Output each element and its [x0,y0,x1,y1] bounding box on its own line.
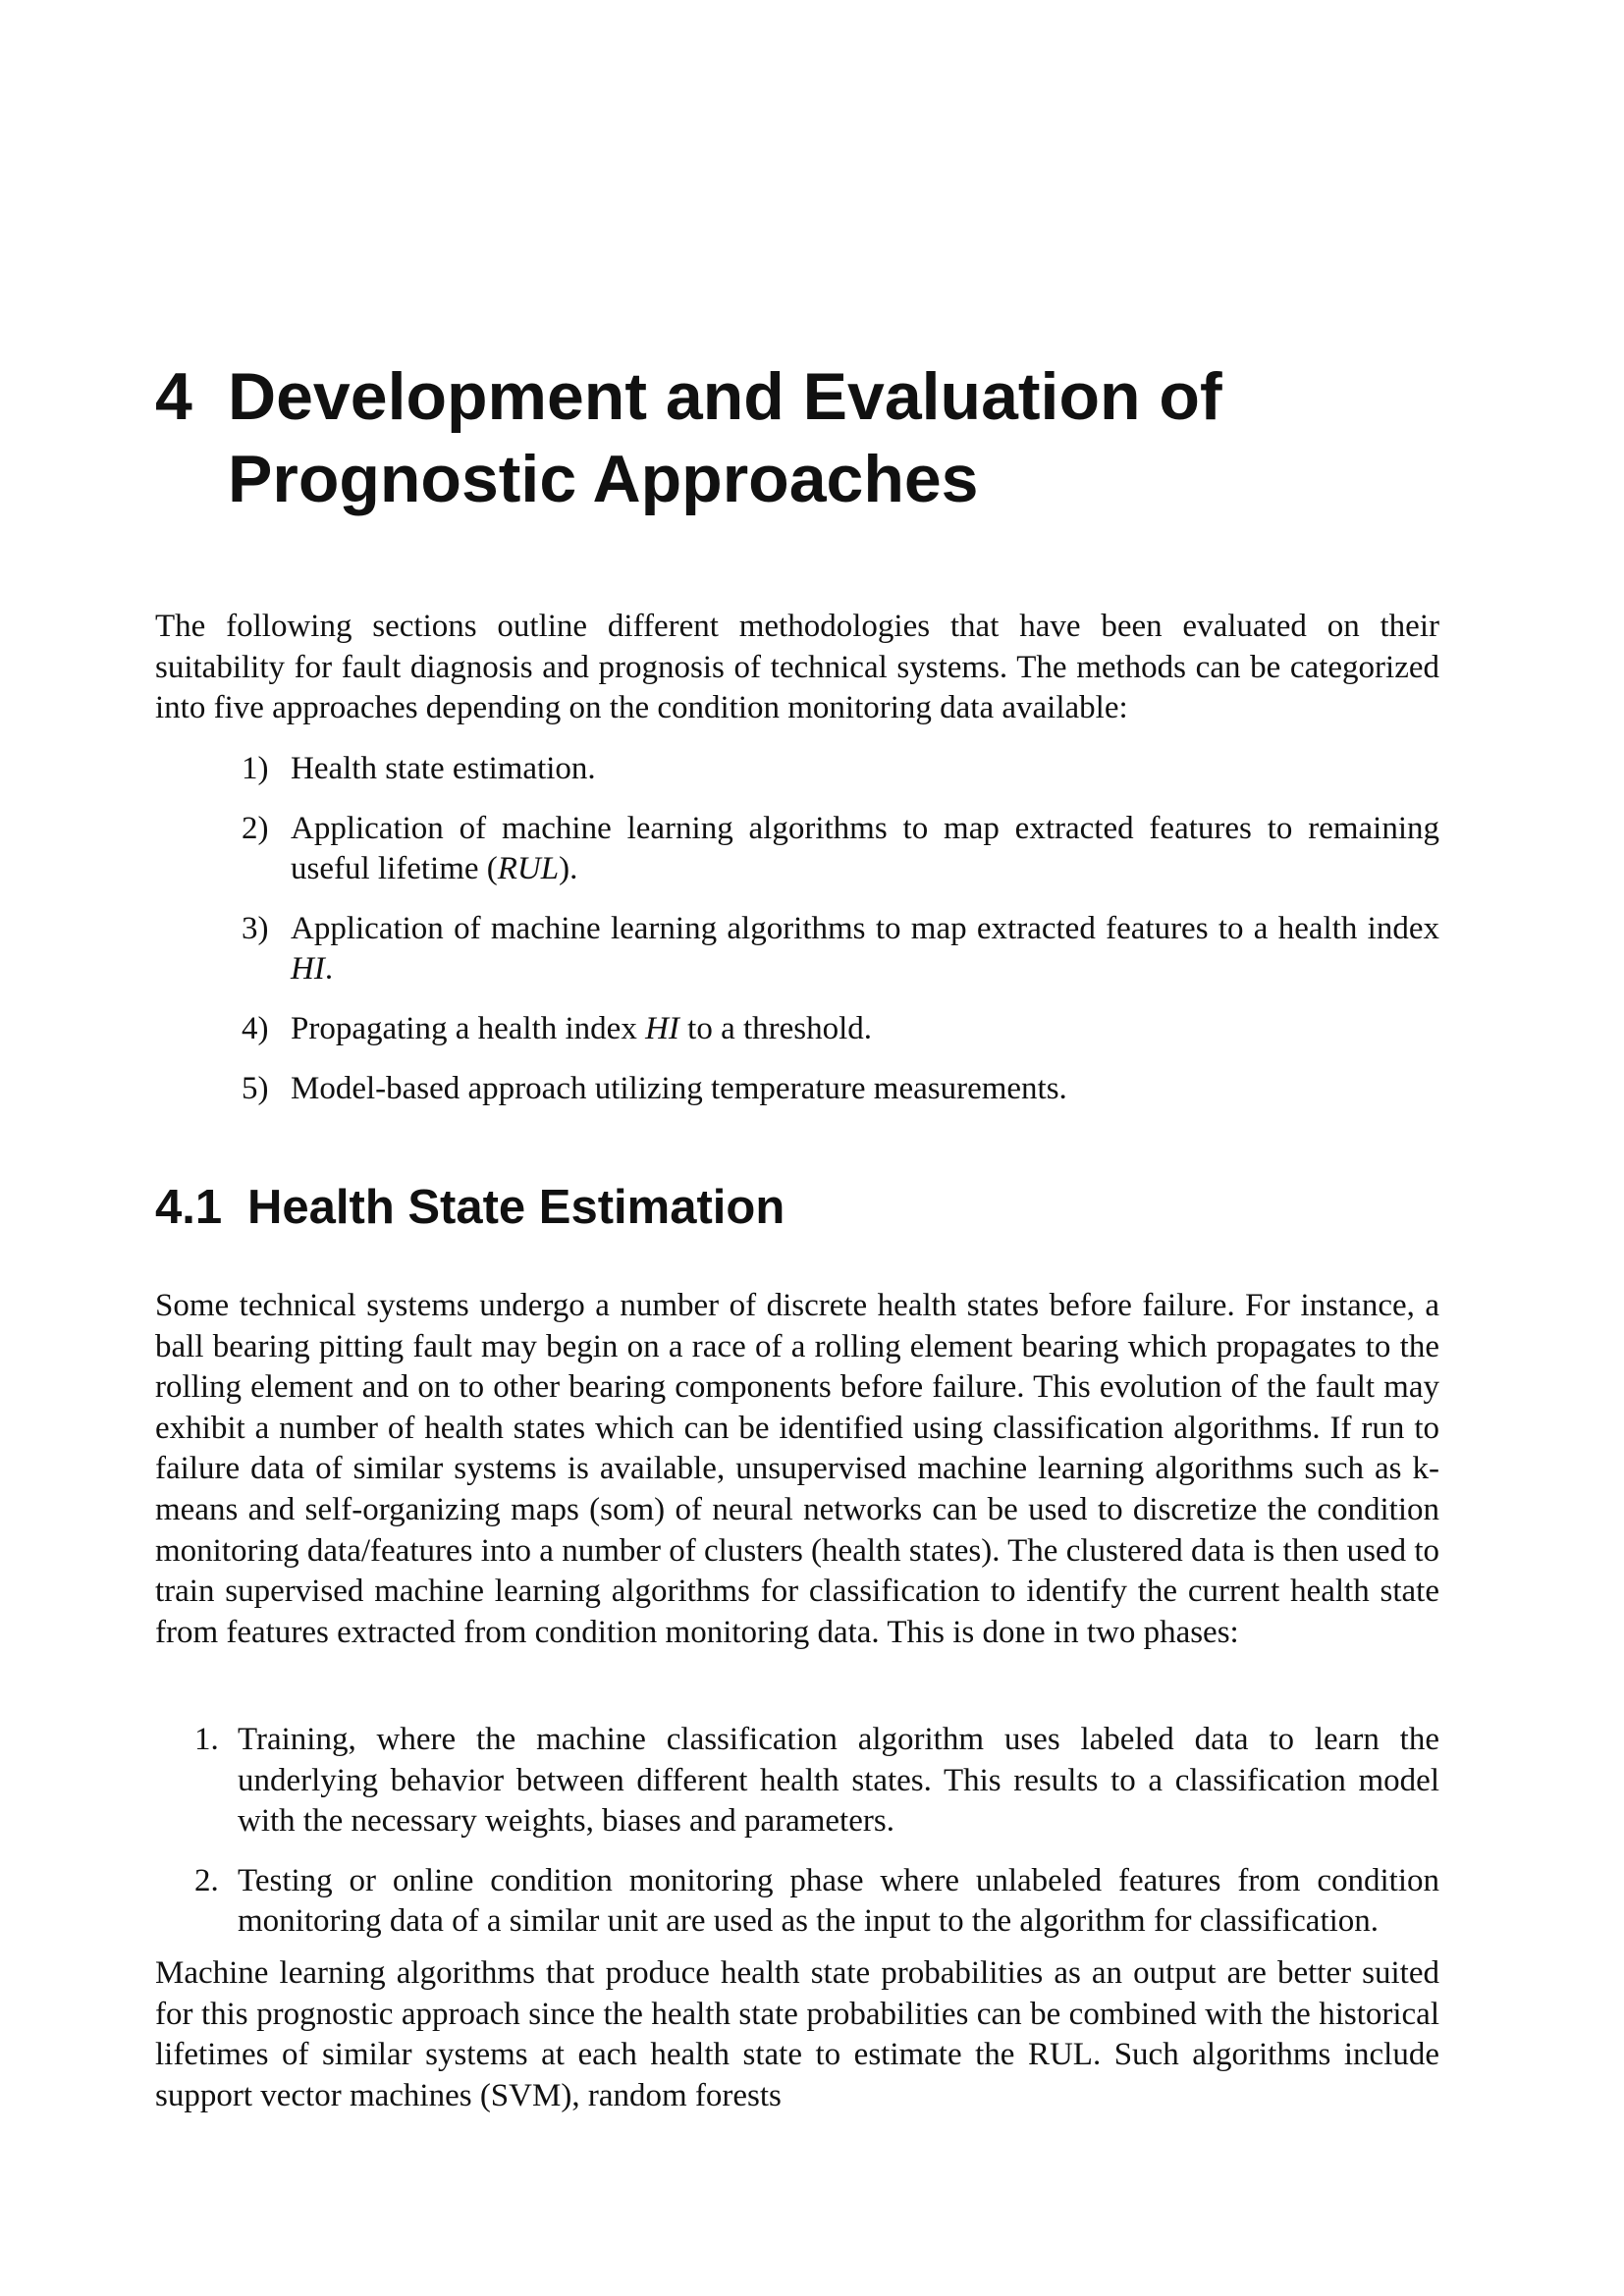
section-paragraph: Some technical systems undergo a number of discrete health states before failure. For instance, a ball bearing pitting fault may begin on a race of a rolling element bearing which propagates to the rolling element and on to other bearing components before failure. This evolution of the fault may exhibit a number of health states which can be identified using classification algorithms. If run to failure data of similar systems is available, unsupervised machine learning algorithms such as k-means and self-organizing maps (som) of neural networks can be used to discretize the condition monitoring data/features into a number of clusters (health states). The clustered data is then used to train supervised machine learning algorithms for classification to identify the current health state from features extracted from condition monitoring data. This is done in two phases: [155,1288,1439,1650]
list-item [155,749,1439,790]
list-marker: 5) [242,1070,269,1106]
intro-paragraph-block [155,607,1439,729]
intro-paragraph: The following sections outline different methodologies that have been evaluated on their suitability for fault diagnosis and prognosis of technical systems. The methods can be categorized into five approaches depending on the condition monitoring data available: [155,609,1439,726]
chapter-title: Development and Evaluation of Prognostic Approaches [228,359,1222,516]
list-item-text: Testing or online condition monitoring phase where unlabeled features from condition monitoring data of a similar unit are used as the input to the algorithm for classification. [238,1862,1439,1940]
list-marker: 3) [242,910,269,946]
math-symbol: RUL [497,851,560,887]
list-item-text: Health state estimation. [291,751,596,786]
list-item-text: Model-based approach utilizing temperature measurements. [291,1070,1067,1106]
list-marker: 4) [242,1010,269,1046]
list-item-text-tail: . [324,951,334,988]
closing-paragraph: Machine learning algorithms that produce health state probabilities as an output are better suited for this prognostic approach since the health state probabilities can be combined with the historical lifetimes of similar systems at each health state to estimate the RUL. Such algorithms include support vector machines (SVM), random forests [155,1955,1439,2113]
list-marker: 2. [194,1862,219,1898]
section-number: 4.1 [155,1181,223,1234]
chapter-number: 4 [155,359,192,434]
list-item [155,1009,1439,1050]
list-marker: 1) [242,751,269,786]
chapter-heading [155,355,1439,520]
list-marker: 1. [194,1722,219,1757]
math-symbol: HI [291,951,325,988]
approaches-list [155,749,1439,1128]
list-item [155,1861,1439,1943]
list-item-text: Application of machine learning algorithms to map extracted features to remaining useful lifetime ( [291,810,1439,887]
list-item [155,1720,1439,1842]
list-item-text-tail: to a threshold. [678,1010,873,1046]
closing-paragraph-block [155,1953,1439,2116]
list-item [155,809,1439,890]
list-item [155,909,1439,990]
math-symbol: HI [645,1010,679,1046]
phases-list [155,1720,1439,1961]
list-item-text-tail: ). [559,851,578,887]
list-item-text: Application of machine learning algorithms to map extracted features to a health index [291,910,1439,946]
section-title: Health State Estimation [247,1181,785,1234]
list-item [155,1069,1439,1110]
section-heading [155,1178,1439,1237]
list-item-text: Training, where the machine classification algorithm uses labeled data to learn the underlying behavior between different health states. This results to a classification model with the necessary weights, biases and parameters. [238,1722,1439,1840]
section-paragraph-block [155,1286,1439,1653]
list-marker: 2) [242,810,269,846]
list-item-text: Propagating a health index [291,1010,646,1046]
